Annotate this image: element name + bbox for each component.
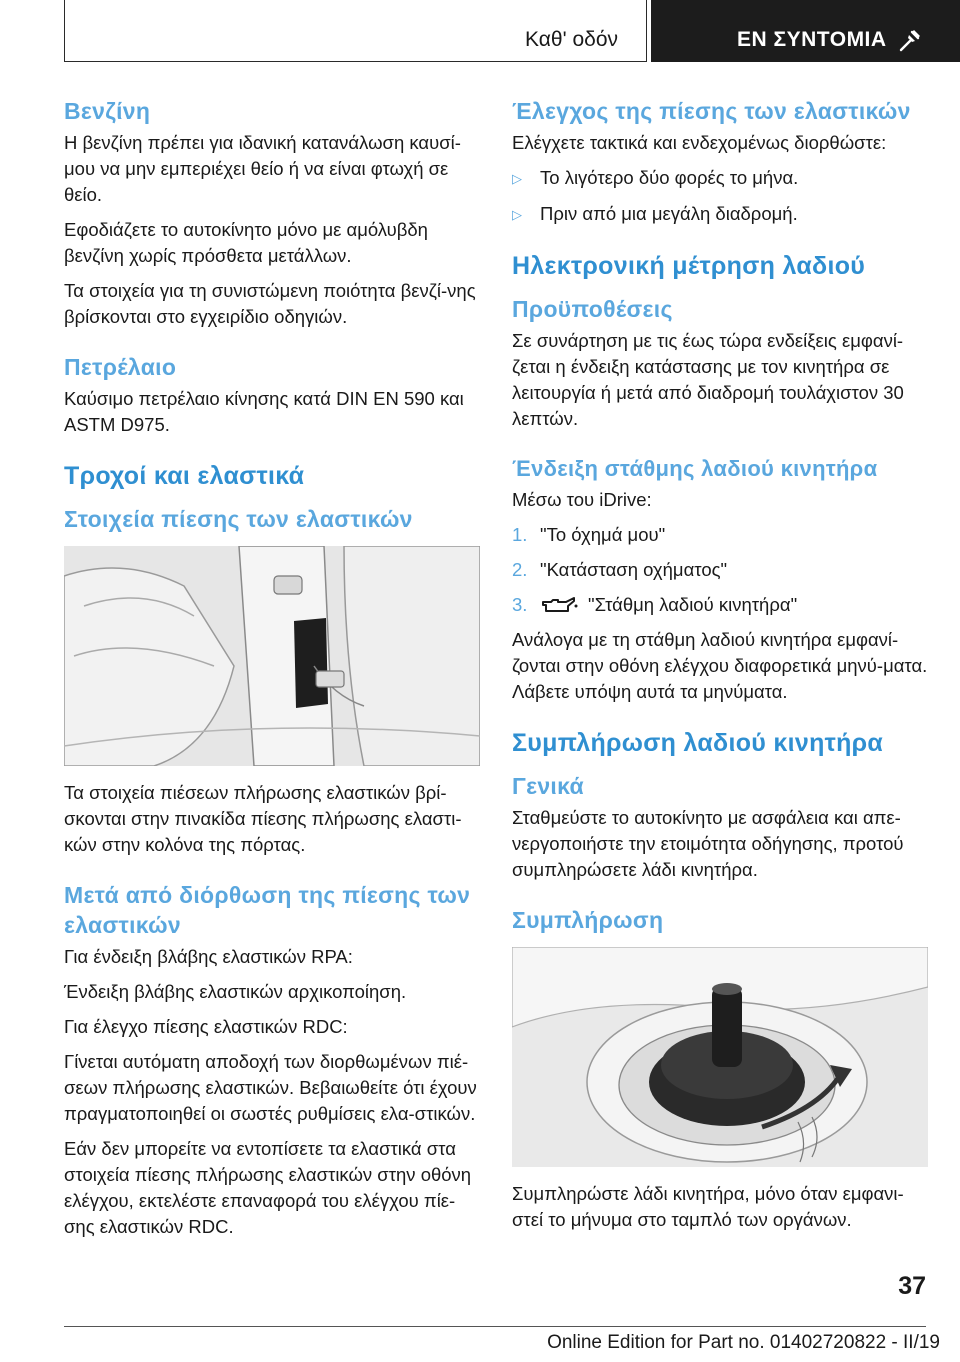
list-item: 3. "Στάθμη λαδιού κινητήρα" <box>512 594 798 615</box>
triangle-bullet-icon: ▷ <box>512 207 522 222</box>
oil-filler-figure <box>512 947 928 1167</box>
header-chapter-box <box>651 0 960 62</box>
after-correction-paragraph: Γίνεται αυτόματη αποδοχή των διορθωμένων πιέ-σεων πλήρωσης ελαστικών. Βεβαιωθείτε ότι έχουν πραγματοποιηθεί οι σωστές ρυθμίσεις ελα-στικών. <box>64 1051 477 1124</box>
door-pillar-figure <box>64 546 480 766</box>
list-item: ▷ Πριν από μια μεγάλη διαδρομή. <box>512 201 928 228</box>
oil-level-paragraph: Ανάλογα με τη στάθμη λαδιού κινητήρα εμφανί-ζονται στην οθόνη ελέγχου διαφορετικά μηνύ-ματα. Λάβετε υπόψη αυτά τα μηνύματα. <box>512 629 928 702</box>
tire-pressure-heading: Στοιχεία πίεσης των ελαστικών <box>64 506 413 532</box>
header-chapter-title: ΕΝ ΣΥΝΤΟΜΙΑ <box>737 28 887 51</box>
oil-level-paragraph: Μέσω του iDrive: <box>512 489 652 510</box>
electronic-oil-heading: Ηλεκτρονική μέτρηση λαδιού <box>512 252 866 280</box>
tire-pressure-paragraph: Τα στοιχεία πιέσεων πλήρωσης ελαστικών βρί-σκονται στην πινακίδα πίεσης πλήρωσης ελαστι-κών στην κολόνα της πόρτας. <box>64 782 462 855</box>
quick-reference-icon <box>898 28 922 52</box>
triangle-bullet-icon: ▷ <box>512 171 522 186</box>
header-section-box <box>64 0 647 62</box>
filling-paragraph: Συμπληρώστε λάδι κινητήρα, μόνο όταν εμφανι-στεί το μήνυμα στο ταμπλό των οργάνων. <box>512 1183 904 1230</box>
list-item: ▷ Το λιγότερο δύο φορές το μήνα. <box>512 165 928 192</box>
diesel-heading: Πετρέλαιο <box>64 354 177 380</box>
pressure-check-paragraph: Ελέγχετε τακτικά και ενδεχομένως διορθώστε: <box>512 132 887 153</box>
after-correction-paragraph: Για ένδειξη βλάβης ελαστικών RPA: <box>64 946 353 967</box>
fuel-heading: Βενζίνη <box>64 98 151 124</box>
filling-heading: Συμπλήρωση <box>512 907 664 933</box>
list-item: 1. "Το όχημά μου" <box>512 524 666 545</box>
after-correction-paragraph: Για έλεγχο πίεσης ελαστικών RDC: <box>64 1016 348 1037</box>
prerequisites-heading: Προϋποθέσεις <box>512 296 673 322</box>
fuel-paragraph: Η βενζίνη πρέπει για ιδανική κατανάλωση καυσί-μου να μην εμπεριέχει θείο ή να είναι φτωχή σε θείο. <box>64 132 461 205</box>
pressure-check-heading: Έλεγχος της πίεσης των ελαστικών <box>512 98 911 124</box>
wheels-heading: Τροχοί και ελαστικά <box>64 462 305 490</box>
door-pillar-illustration <box>64 546 480 766</box>
left-column <box>64 96 480 1249</box>
oil-fill-heading: Συμπλήρωση λαδιού κινητήρα <box>512 729 884 757</box>
list-item: 2. "Κατάσταση οχήματος" <box>512 559 728 580</box>
edition-label: Online Edition for Part no. 01402720822 - II/19 <box>547 1332 940 1353</box>
right-column <box>512 96 928 1242</box>
oil-can-icon <box>540 594 578 616</box>
oil-level-heading: Ένδειξη στάθμης λαδιού κινητήρα <box>512 456 878 481</box>
after-correction-heading: Μετά από διόρθωση της πίεσης των ελαστικών <box>64 882 471 938</box>
header-section-title: Καθ' οδόν <box>525 28 618 51</box>
diesel-paragraph: Καύσιμο πετρέλαιο κίνησης κατά DIN EN 590 και ASTM D975. <box>64 388 464 435</box>
fuel-paragraph: Εφοδιάζετε το αυτοκίνητο μόνο με αμόλυβδη βενζίνη χωρίς πρόσθετα μετάλλων. <box>64 219 428 266</box>
fuel-paragraph: Τα στοιχεία για τη συνιστώμενη ποιότητα βενζί-νης βρίσκονται στο εγχειρίδιο οδηγιών. <box>64 280 476 327</box>
after-correction-paragraph: Εάν δεν μπορείτε να εντοπίσετε τα ελαστικά στα στοιχεία πίεσης πλήρωσης ελαστικών στην οθόνη ελέγχου, εκτελέστε επαναφορά του ελέγχου πίε-σης ελαστικών RDC. <box>64 1138 472 1237</box>
page-number: 37 <box>898 1272 926 1300</box>
footer-divider <box>64 1326 926 1327</box>
general-heading: Γενικά <box>512 773 584 799</box>
oil-filler-illustration <box>512 947 928 1167</box>
after-correction-paragraph: Ένδειξη βλάβης ελαστικών αρχικοποίηση. <box>64 981 407 1002</box>
prerequisites-paragraph: Σε συνάρτηση με τις έως τώρα ενδείξεις εμφανί-ζεται η ένδειξη κατάστασης με τον κινητήρα σε λειτουργία ή μετά από διαδρομή τουλάχιστον 30 λεπτών. <box>512 330 904 429</box>
general-paragraph: Σταθμεύστε το αυτοκίνητο με ασφάλεια και απε-νεργοποιήστε την ετοιμότητα οδήγησης, προτού συμπληρώσετε λάδι κινητήρα. <box>512 807 904 880</box>
